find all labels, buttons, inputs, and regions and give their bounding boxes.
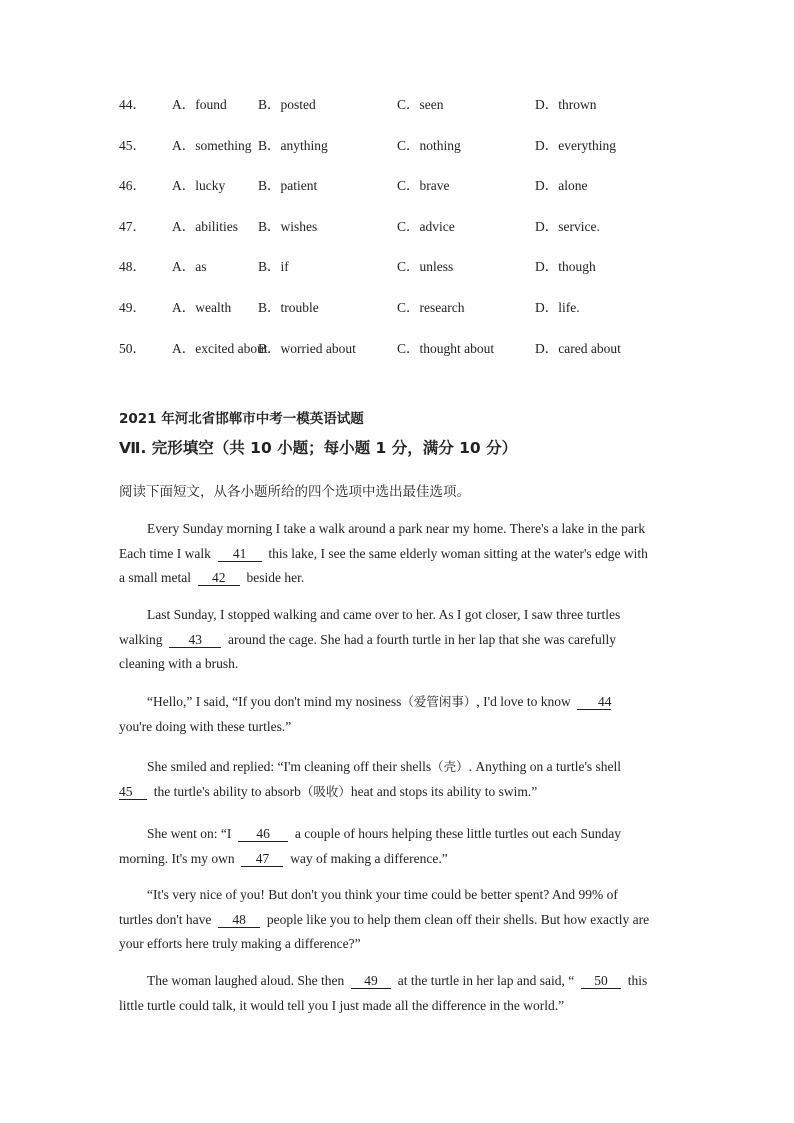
option-b: B．if	[258, 259, 289, 274]
question-number: 44．	[119, 97, 146, 112]
text-line: Last Sunday, I stopped walking and came over to her. As I got closer, I saw three turtles	[147, 607, 621, 622]
passage-paragraph-5	[119, 822, 674, 871]
blank-46[interactable]: 46	[238, 826, 288, 842]
passage-paragraph-2	[119, 603, 674, 677]
option-c: C．seen	[397, 97, 444, 112]
option-a: A．as	[172, 259, 207, 274]
text: the turtle's ability to absorb	[153, 783, 301, 799]
text-line	[119, 628, 674, 653]
chinese-gloss: （吸收）	[300, 783, 351, 799]
question-number: 50．	[119, 341, 146, 356]
instruction-text: 阅读下面短文，从各小题所给的四个选项中选出最佳选项。	[119, 484, 470, 500]
text-line	[119, 566, 674, 591]
text-line: Every Sunday morning I take a walk around a park near my home. There's a lake in the park	[147, 521, 646, 536]
text: morning. It's my own	[119, 850, 235, 866]
option-b: B．patient	[258, 178, 318, 193]
option-d: D．thrown	[535, 97, 597, 112]
chinese-gloss: （爱管闲事）	[401, 694, 477, 709]
blank-45[interactable]: 45	[119, 784, 147, 800]
option-d: D．service.	[535, 219, 600, 234]
text-line	[119, 690, 674, 715]
text: She smiled and replied: “I'm cleaning off their shells	[147, 759, 432, 774]
passage-paragraph-4	[119, 755, 674, 804]
question-number: 46．	[119, 178, 146, 193]
text: . Anything on a turtle's shell	[468, 759, 622, 774]
text: She went on: “I	[147, 826, 232, 841]
blank-48[interactable]: 48	[218, 912, 260, 928]
option-a: A．wealth	[172, 300, 232, 315]
question-number: 48．	[119, 259, 146, 274]
blank-41[interactable]: 41	[218, 546, 262, 562]
text-line: “It's very nice of you! But don't you think your time could be better spent? And 99% of	[147, 887, 618, 902]
exam-title: 2021 年河北省邯郸市中考一模英语试题	[119, 411, 364, 427]
section-title: Ⅶ. 完形填空（共 10 小题；每小题 1 分，满分 10 分）	[119, 439, 518, 457]
text: around the cage. She had a fourth turtle in her lap that she was carefully	[228, 631, 616, 647]
blank-49[interactable]: 49	[351, 973, 391, 989]
chinese-gloss: （壳）	[431, 759, 469, 774]
option-c: C．research	[397, 300, 465, 315]
text-line	[119, 542, 674, 567]
passage-paragraph-6	[119, 883, 674, 957]
text: this lake, I see the same elderly woman sitting at the water's edge with	[268, 545, 648, 561]
option-b: B．anything	[258, 138, 328, 153]
text-line: cleaning with a brush.	[119, 656, 239, 671]
text-line	[119, 847, 674, 872]
option-d: D．life.	[535, 300, 580, 315]
text-line	[119, 780, 674, 805]
text: people like you to help them clean off their shells. But how exactly are	[266, 911, 650, 927]
text: walking	[119, 631, 163, 647]
option-a: A．excited about	[172, 341, 268, 356]
text: beside her.	[246, 570, 305, 585]
option-d: D．everything	[535, 138, 616, 153]
text: heat and stops its ability to swim.”	[350, 783, 538, 799]
text: way of making a difference.”	[290, 850, 448, 866]
passage-paragraph-7	[119, 969, 674, 1018]
text: “Hello,” I said, “If you don't mind my nosiness	[147, 694, 402, 709]
blank-47[interactable]: 47	[241, 851, 283, 867]
option-a: A．abilities	[172, 219, 238, 234]
option-a: A．lucky	[172, 178, 226, 193]
text: , I'd love to know	[476, 694, 571, 709]
option-a: A．found	[172, 97, 227, 112]
blank-42[interactable]: 42	[198, 570, 240, 586]
option-a: A．something	[172, 138, 252, 153]
option-c: C．nothing	[397, 138, 461, 153]
option-d: D．cared about	[535, 341, 621, 356]
text-line: little turtle could talk, it would tell you I just made all the difference in the world.”	[119, 997, 565, 1013]
question-number: 49．	[119, 300, 146, 315]
option-d: D．alone	[535, 178, 588, 193]
text-line: your efforts here truly making a difference?”	[119, 936, 361, 951]
question-number: 45．	[119, 138, 146, 153]
text-line: you're doing with these turtles.”	[119, 718, 292, 734]
passage-paragraph-1	[119, 517, 674, 591]
option-b: B．trouble	[258, 300, 319, 315]
text: Each time I walk	[119, 545, 211, 561]
passage-paragraph-3	[119, 690, 674, 739]
blank-50[interactable]: 50	[581, 973, 621, 989]
text-line	[119, 908, 674, 933]
option-c: C．unless	[397, 259, 454, 274]
text: The woman laughed aloud. She then	[147, 973, 345, 988]
option-d: D．though	[535, 259, 596, 274]
question-number: 47．	[119, 219, 146, 234]
text: this	[627, 973, 648, 988]
text: at the turtle in her lap and said, “	[397, 973, 575, 988]
blank-43[interactable]: 43	[169, 632, 221, 648]
text-line	[119, 969, 674, 994]
option-b: B．wishes	[258, 219, 318, 234]
option-b: B．posted	[258, 97, 316, 112]
option-b: B．worried about	[258, 341, 356, 356]
text-line	[119, 755, 674, 780]
option-c: C．advice	[397, 219, 455, 234]
text: turtles don't have	[119, 911, 212, 927]
text-line	[119, 822, 674, 847]
option-c: C．thought about	[397, 341, 495, 356]
blank-44[interactable]: 44	[577, 694, 611, 710]
text: a couple of hours helping these little turtles out each Sunday	[294, 826, 622, 841]
text: a small metal	[119, 570, 191, 585]
option-c: C．brave	[397, 178, 450, 193]
